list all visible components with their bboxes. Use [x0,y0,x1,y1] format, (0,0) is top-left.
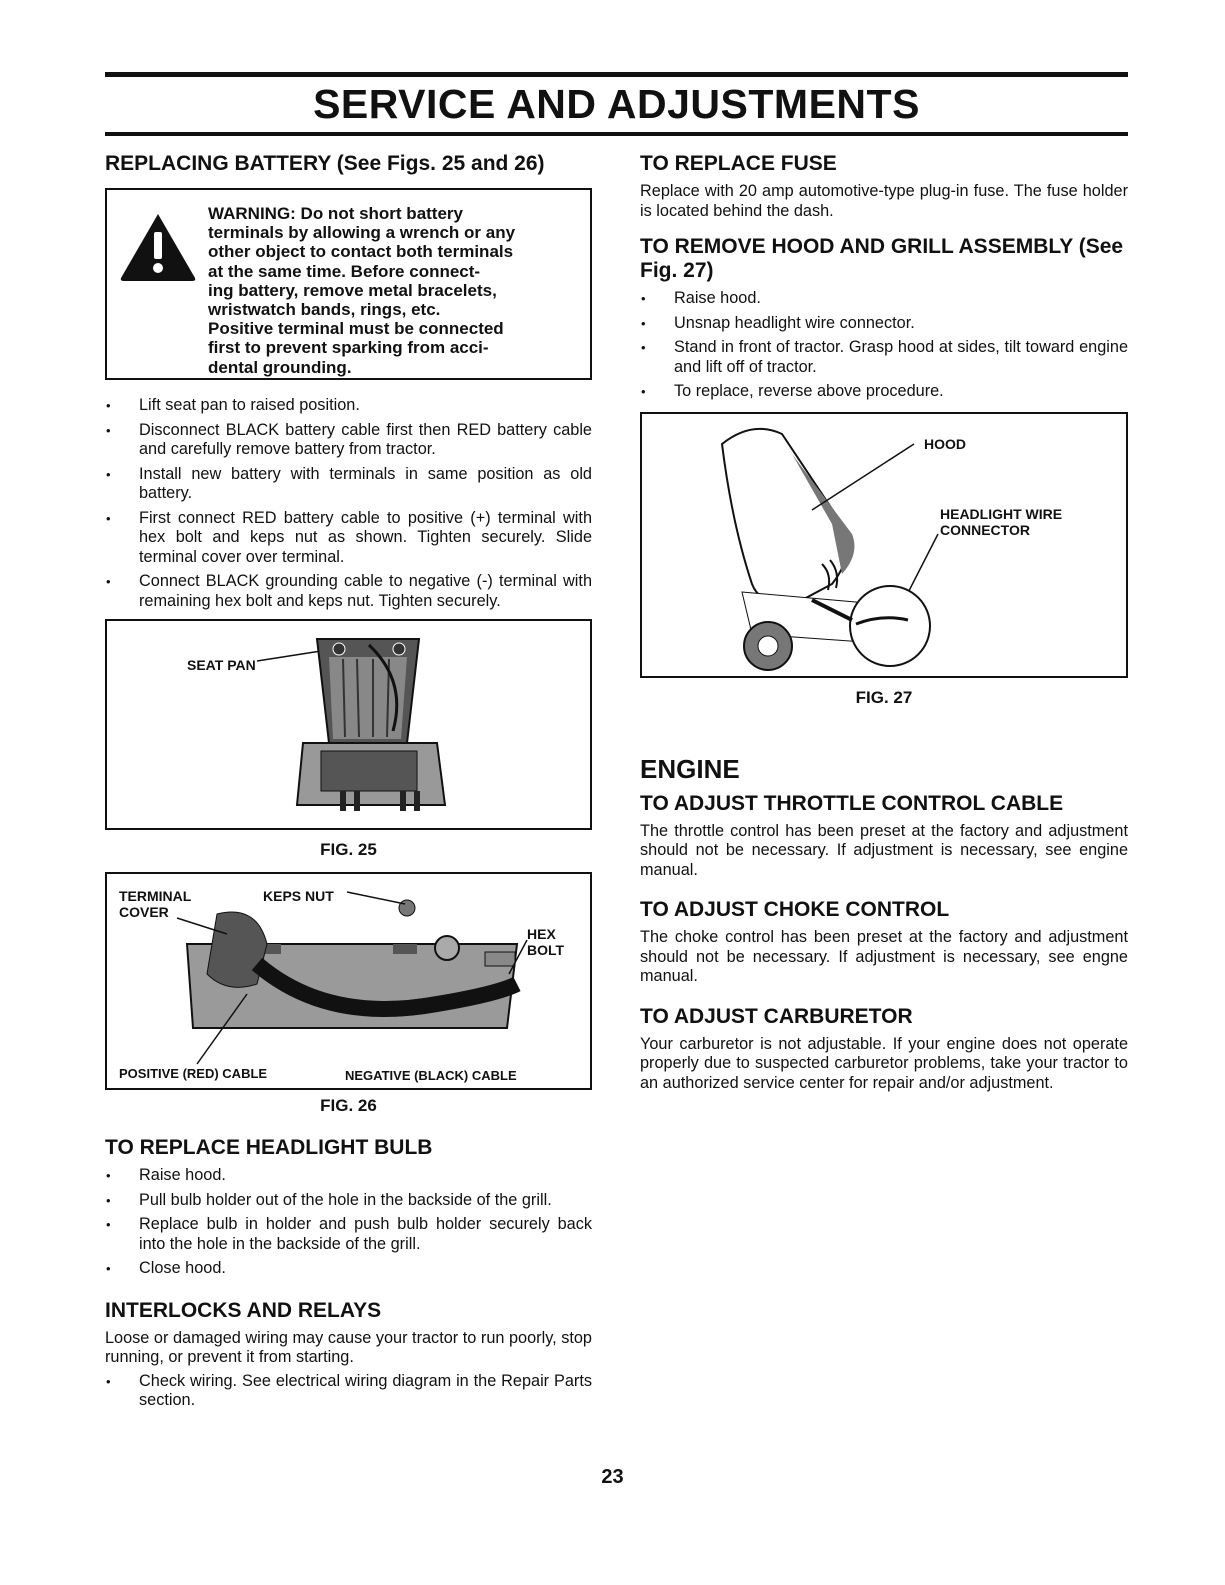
battery-step: • Disconnect BLACK battery cable first then RED battery cable and carefully remove battery from tractor. [105,421,592,460]
warning-line: first to prevent sparking from acci- [208,338,489,358]
fig25-caption: FIG. 25 [320,840,377,859]
headlight-heading: TO REPLACE HEADLIGHT BULB [105,1136,433,1159]
interlocks-heading: INTERLOCKS AND RELAYS [105,1298,382,1322]
interlocks-step: • Check wiring. See electrical wiring diagram in the Repair Parts section. [105,1372,592,1411]
battery-step: • First connect RED battery cable to positive (+) terminal with hex bolt and keps nut as shown. Tighten securely. Slide terminal cover over terminal. [105,509,592,568]
negative-cable-label: NEGATIVE (BLACK) CABLE [345,1068,517,1083]
fig25-box [105,619,592,830]
warning-line: WARNING: Do not short battery [208,204,463,223]
warning-line: Positive terminal must be connected [208,319,504,339]
page-number: 23 [601,1466,624,1488]
throttle-heading: TO ADJUST THROTTLE CONTROL CABLE [640,791,1064,815]
hex-bolt-label: HEX BOLT [527,926,565,958]
warning-line: at the same time. Before connect- [208,261,481,281]
interlocks-steps [105,1372,592,1411]
seat-pan-label: SEAT PAN [187,657,256,673]
hood-step: • Unsnap headlight wire connector. [640,314,1128,334]
headlight-step: • Replace bulb in holder and push bulb holder securely back into the hole in the backside of the grill. [105,1215,592,1254]
headlight-step: • Close hood. [105,1259,592,1279]
warning-line: other object to contact both terminals [208,242,514,262]
warning-line: wristwatch bands, rings, etc. [208,300,441,320]
warning-triangle-icon [117,210,199,284]
fig26-caption: FIG. 26 [320,1096,377,1115]
carburetor-paragraph: Your carburetor is not adjustable. If your engine does not operate properly due to suspected carburetor problems, take your tractor to an authorized service center for repair and/or adjustment. [640,1034,1128,1092]
warning-line: ing battery, remove metal bracelets, [208,280,497,300]
interlocks-paragraph: Loose or damaged wiring may cause your tractor to run poorly, stop running, or prevent it from starting. [105,1328,592,1366]
choke-paragraph: The choke control has been preset at the factory and adjustment should not be necessary. If adjustment is necessary, see engne manual. [640,928,1128,985]
battery-step: • Install new battery with terminals in same position as old battery. [105,465,592,504]
fuse-heading: TO REPLACE FUSE [640,152,837,175]
hood-step: • Stand in front of tractor. Grasp hood at sides, tilt toward engine and lift off of tractor. [640,338,1128,377]
warning-line: terminals by allowing a wrench or any [208,223,516,243]
headlight-steps [105,1166,592,1279]
battery-step: • Connect BLACK grounding cable to negative (-) terminal with remaining hex bolt and keps nut. Tighten securely. [105,572,592,611]
carburetor-heading: TO ADJUST CARBURETOR [640,1004,913,1028]
headlight-step: • Raise hood. [105,1166,592,1186]
seat-pan-illustration [107,621,587,821]
engine-heading: ENGINE [640,753,740,784]
choke-heading: TO ADJUST CHOKE CONTROL [640,898,950,921]
hood-assembly-illustration [642,414,1126,672]
hood-heading: TO REMOVE HOOD AND GRILL ASSEMBLY (See Fig. 27) [640,235,1124,282]
positive-cable-label: POSITIVE (RED) CABLE [119,1066,268,1081]
left-column [105,152,592,1416]
fig27-box [640,412,1128,678]
battery-heading: REPLACING BATTERY (See Figs. 25 and 26) [105,152,545,175]
battery-steps [105,396,592,611]
fig26-box [105,872,592,1090]
hood-label: HOOD [924,435,966,452]
hood-step: • Raise hood. [640,289,1128,309]
hood-steps [640,289,1128,402]
top-rule [105,72,1128,77]
warning-line: dental grounding. [208,357,352,377]
warning-text [208,204,578,377]
fig27-caption: FIG. 27 [855,687,913,707]
headlight-step: • Pull bulb holder out of the hole in the backside of the grill. [105,1191,592,1211]
fuse-paragraph: Replace with 20 amp automotive-type plug-in fuse. The fuse holder is located behind the dash. [640,182,1128,220]
right-column [640,152,1128,1093]
page-title: SERVICE AND ADJUSTMENTS [313,81,920,127]
keps-nut-label: KEPS NUT [263,888,334,904]
connector-label: HEADLIGHT WIRE CONNECTOR [940,505,1063,538]
battery-step: • Lift seat pan to raised position. [105,396,592,416]
hood-step: • To replace, reverse above procedure. [640,382,1128,402]
terminal-cover-label: TERMINAL COVER [119,888,192,920]
title-underline [105,132,1128,136]
warning-box [105,188,592,380]
throttle-paragraph: The throttle control has been preset at the factory and adjustment should not be necessary. If adjustment is necessary, see engine manual. [640,821,1128,879]
